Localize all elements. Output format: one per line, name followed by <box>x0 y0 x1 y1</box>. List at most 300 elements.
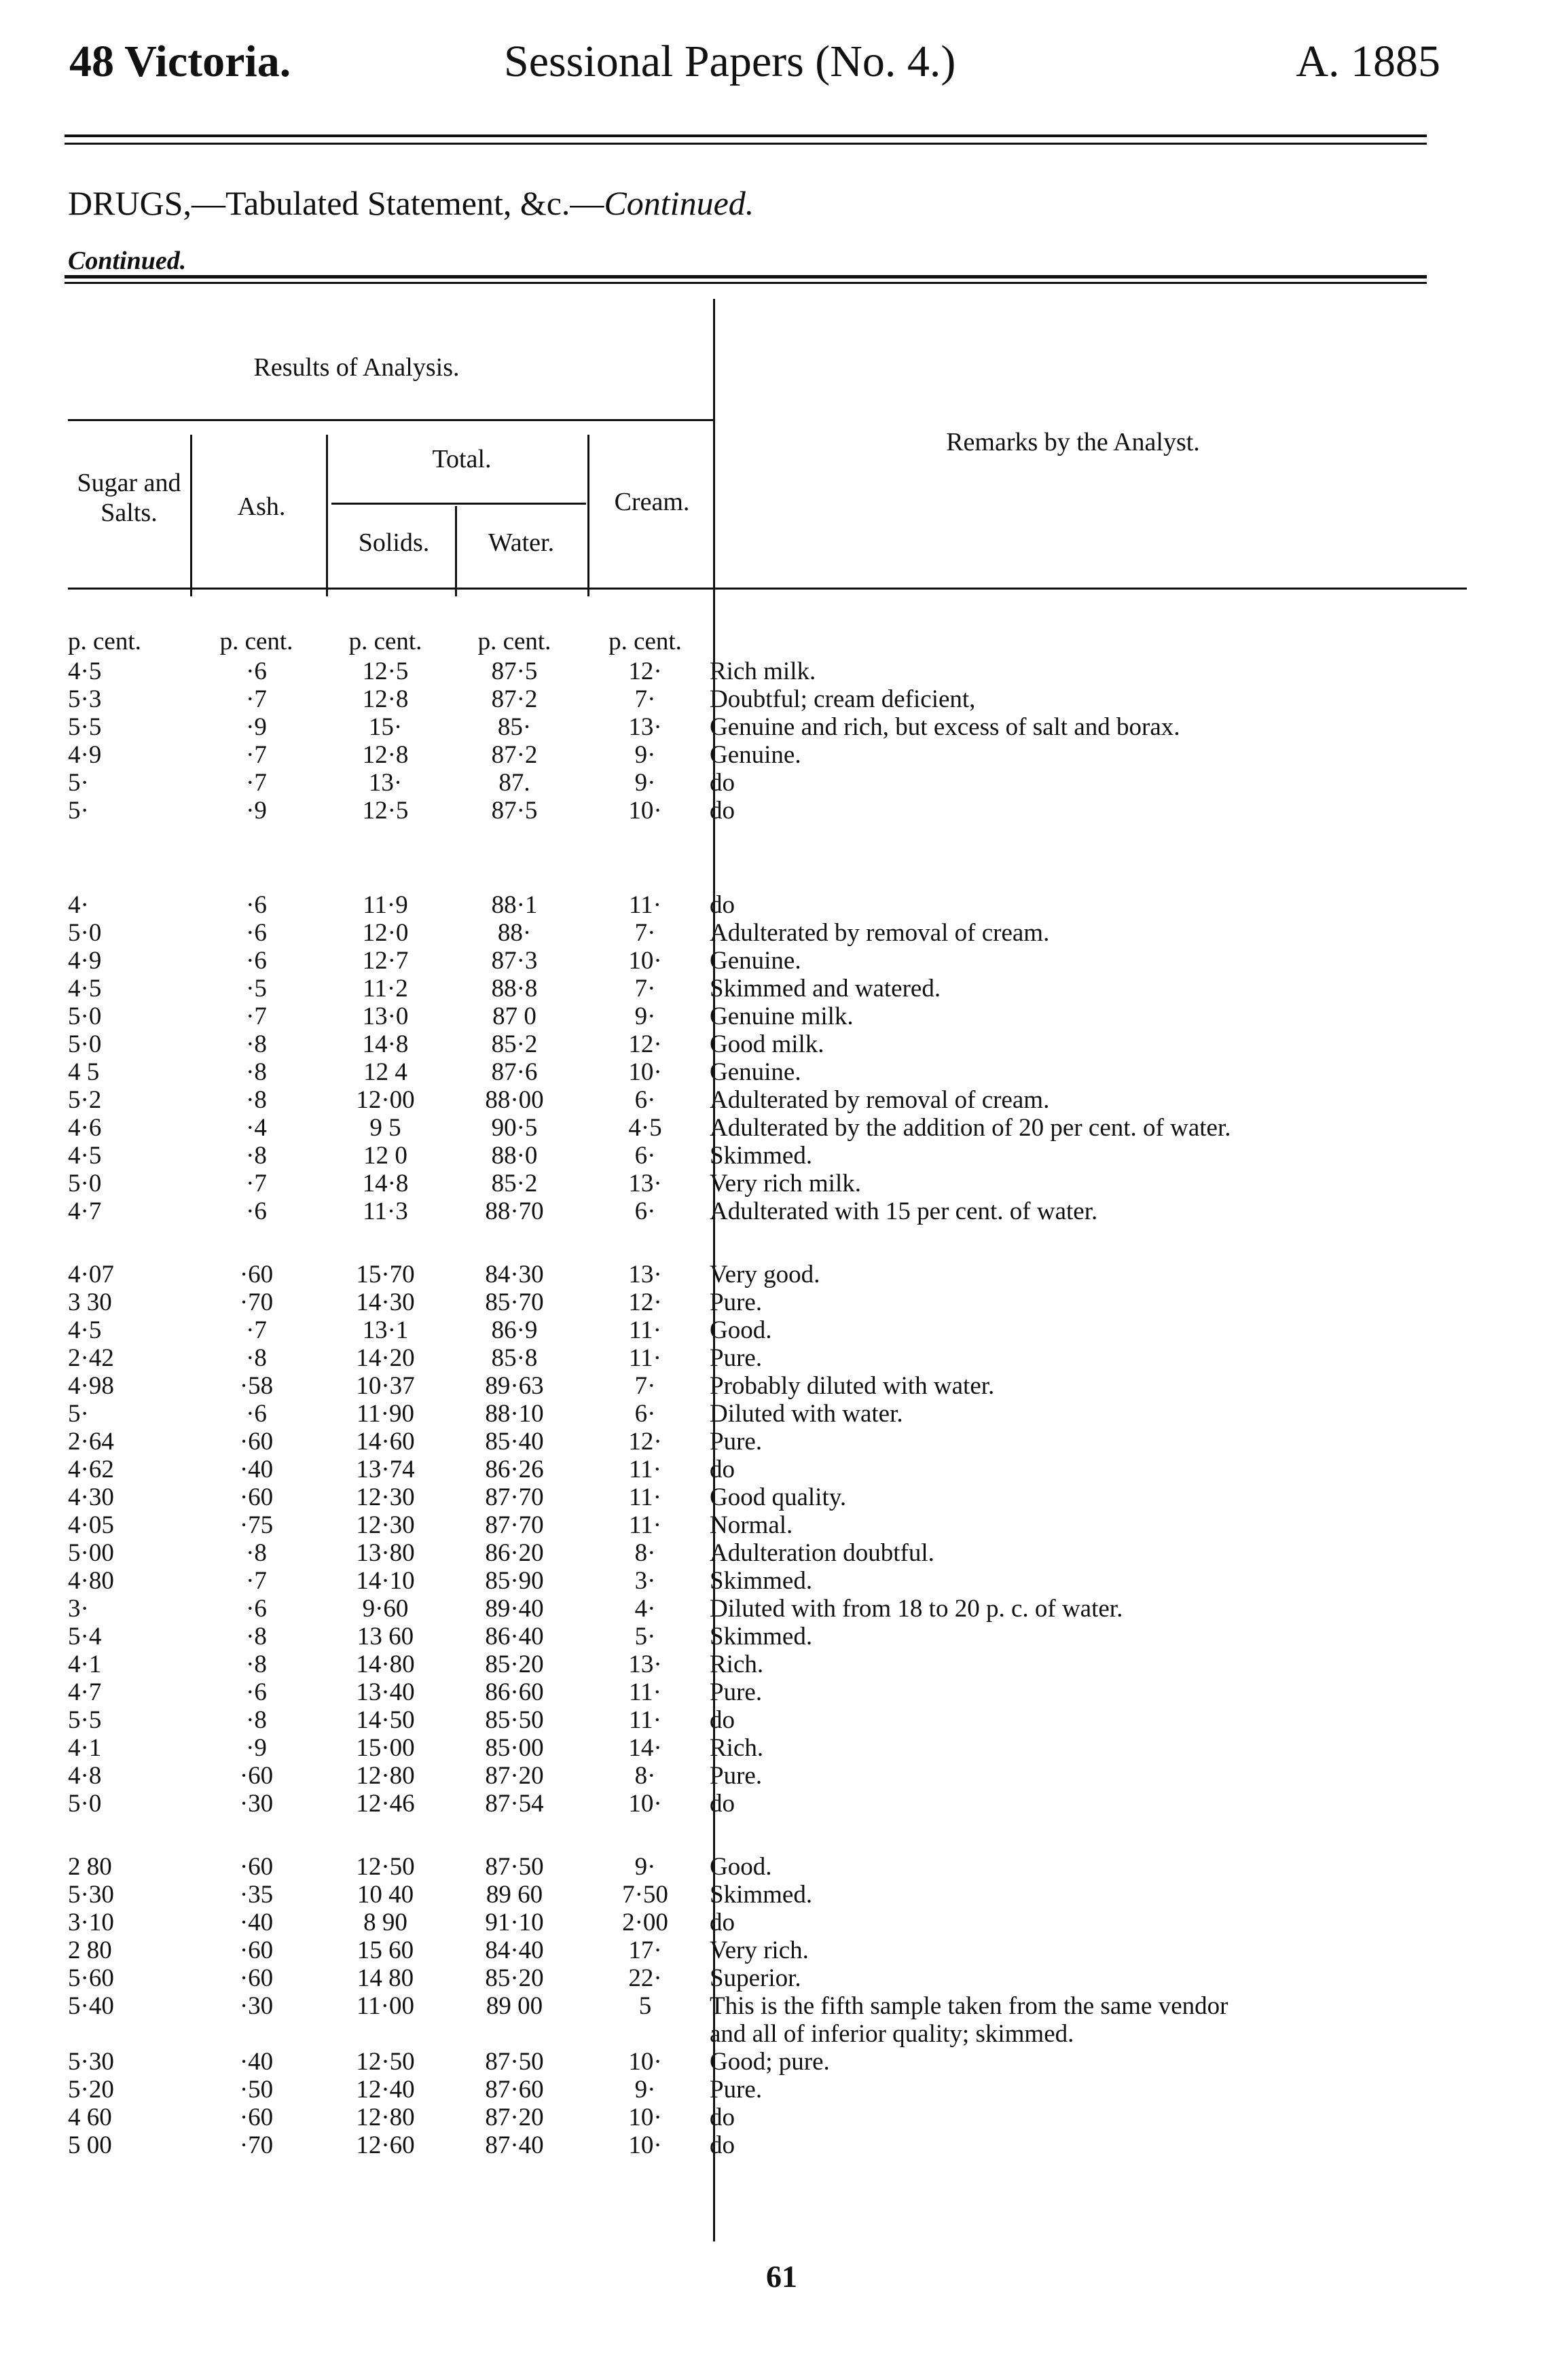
water-cell: 84·30 <box>485 1261 544 1288</box>
cream-cell: 5· <box>634 1623 656 1651</box>
remarks-cell: do <box>710 2131 735 2159</box>
remarks-cell: do <box>710 769 735 797</box>
sugar-cell: 3 30 <box>68 1288 112 1316</box>
ash-cell: ·60 <box>239 1762 274 1790</box>
solids-cell: 12·80 <box>356 2104 415 2131</box>
group-spacer <box>68 1225 1491 1261</box>
solids-cell: 13·74 <box>356 1456 415 1483</box>
sugar-cell: 4· <box>68 891 89 919</box>
solids-cell: 10·37 <box>356 1372 415 1400</box>
table-row <box>68 2020 1491 2048</box>
water-cell: 89 60 <box>486 1881 543 1909</box>
title-continued: Continued. <box>604 184 754 222</box>
solids-cell: 11·00 <box>357 1992 414 2020</box>
table-row <box>68 657 1491 685</box>
sugar-cell <box>68 2020 190 2048</box>
results-of-analysis-heading: Results of Analysis. <box>253 353 460 382</box>
col-divider-2 <box>326 435 328 596</box>
table-row <box>68 2048 1491 2076</box>
cream-cell: 13· <box>628 1261 662 1288</box>
ash-cell: ·7 <box>246 1567 267 1595</box>
ash-cell: ·4 <box>246 1114 267 1142</box>
solids-cell: 12·50 <box>356 1853 415 1881</box>
water-cell: 88·8 <box>491 975 538 1003</box>
water-cell: 85· <box>497 713 532 741</box>
remarks-cell: Probably diluted with water. <box>710 1372 995 1400</box>
cream-cell: 4·5 <box>628 1114 662 1142</box>
remarks-cell: Genuine. <box>710 1058 801 1086</box>
water-cell: 90·5 <box>491 1114 538 1142</box>
cream-cell: 12· <box>628 1428 662 1456</box>
cream-cell: 7· <box>634 1372 656 1400</box>
table-row <box>68 2076 1491 2104</box>
remarks-cell: do <box>710 1706 735 1734</box>
water-cell: 89 00 <box>486 1992 543 2020</box>
ash-cell: ·8 <box>246 1344 267 1372</box>
table-row <box>68 1142 1491 1170</box>
remarks-cell: Doubtful; cream deficient, <box>710 685 976 713</box>
cream-cell <box>581 2020 710 2048</box>
solids-cell: 13·1 <box>362 1316 409 1344</box>
ash-cell: ·70 <box>239 1288 274 1316</box>
ash-cell: ·60 <box>239 1483 274 1511</box>
unit-ash: p. cent. <box>219 627 293 655</box>
solids-cell: 11·3 <box>363 1197 408 1225</box>
sugar-cell: 4·9 <box>68 741 102 769</box>
table-row <box>68 1316 1491 1344</box>
table-row <box>68 2104 1491 2131</box>
remarks-cell: Very rich milk. <box>710 1170 861 1197</box>
ash-cell: ·30 <box>239 1992 274 2020</box>
water-cell: 87·2 <box>491 685 538 713</box>
solids-cell: 12·30 <box>356 1483 415 1511</box>
cream-cell: 2·00 <box>622 1909 668 1936</box>
water-cell: 87·70 <box>485 1511 544 1539</box>
sugar-cell: 5·0 <box>68 1003 102 1030</box>
ash-cell: ·9 <box>246 1734 267 1762</box>
sugar-cell: 5·0 <box>68 1170 102 1197</box>
ash-cell <box>190 2020 323 2048</box>
cream-cell: 13· <box>628 1170 662 1197</box>
solids-cell: 12 0 <box>363 1142 407 1170</box>
remarks-cell: Skimmed. <box>710 1881 813 1909</box>
cream-cell: 11· <box>629 1316 661 1344</box>
cream-cell: 17· <box>628 1936 662 1964</box>
remarks-cell: Good quality. <box>710 1483 847 1511</box>
water-cell: 87·50 <box>485 2048 544 2076</box>
solids-cell: 14·8 <box>362 1030 409 1058</box>
sugar-cell: 4·7 <box>68 1678 102 1706</box>
water-cell: 85·70 <box>485 1288 544 1316</box>
col-divider-1 <box>190 435 192 596</box>
remarks-cell: do <box>710 1456 735 1483</box>
table-row <box>68 1964 1491 1992</box>
solids-cell: 15 60 <box>357 1936 414 1964</box>
remarks-cell: do <box>710 891 735 919</box>
remarks-cell: Good. <box>710 1316 772 1344</box>
water-cell: 87·20 <box>485 2104 544 2131</box>
table-row <box>68 1288 1491 1316</box>
remarks-cell: Pure. <box>710 2076 763 2104</box>
water-cell: 88·1 <box>491 891 538 919</box>
cream-cell: 10· <box>628 2048 662 2076</box>
sugar-cell: 5·5 <box>68 1706 102 1734</box>
table-row <box>68 1539 1491 1567</box>
water-cell: 87·70 <box>485 1483 544 1511</box>
total-underline <box>331 503 586 505</box>
solids-cell: 11·2 <box>363 975 408 1003</box>
cream-cell: 7·50 <box>622 1881 668 1909</box>
remarks-cell: Good. <box>710 1853 772 1881</box>
remarks-cell: do <box>710 797 735 825</box>
cream-cell: 6· <box>634 1197 656 1225</box>
solids-cell: 15·70 <box>356 1261 415 1288</box>
water-cell: 85·8 <box>491 1344 538 1372</box>
ash-cell: ·6 <box>246 1678 267 1706</box>
ash-cell: ·8 <box>246 1539 267 1567</box>
water-cell: 88·0 <box>491 1142 538 1170</box>
sugar-cell: 4·30 <box>68 1483 114 1511</box>
cream-cell: 3· <box>634 1567 656 1595</box>
cream-cell: 9· <box>634 2076 656 2104</box>
remarks-cell: Rich. <box>710 1651 764 1678</box>
table-row <box>68 919 1491 947</box>
cream-cell: 5 <box>638 1992 652 2020</box>
sugar-cell: 5 00 <box>68 2131 112 2159</box>
solids-cell: 12·8 <box>362 685 409 713</box>
ash-cell: ·35 <box>239 1881 274 1909</box>
sugar-cell: 4·80 <box>68 1567 114 1595</box>
sugar-cell: 4 60 <box>68 2104 112 2131</box>
remarks-cell: Normal. <box>710 1511 793 1539</box>
solids-cell: 9 5 <box>369 1114 401 1142</box>
ash-cell: ·40 <box>239 1909 274 1936</box>
cream-cell: 12· <box>628 657 662 685</box>
table-row <box>68 947 1491 975</box>
ash-cell: ·30 <box>239 1790 274 1818</box>
title-rule-bottom <box>65 282 1427 284</box>
remarks-cell: Skimmed. <box>710 1142 813 1170</box>
remarks-cell: Very rich. <box>710 1936 809 1964</box>
sugar-cell: 5·2 <box>68 1086 102 1114</box>
table-row <box>68 1909 1491 1936</box>
ash-cell: ·7 <box>246 1003 267 1030</box>
table-row <box>68 1197 1491 1225</box>
header-year: A. 1885 <box>1296 37 1440 86</box>
water-cell: 86·9 <box>491 1316 538 1344</box>
solids-cell: 12·5 <box>362 797 409 825</box>
table-row <box>68 1853 1491 1881</box>
sugar-cell: 5·00 <box>68 1539 114 1567</box>
solids-cell: 12·00 <box>356 1086 415 1114</box>
ash-cell: ·8 <box>246 1086 267 1114</box>
table-row <box>68 2131 1491 2159</box>
table-row <box>68 1790 1491 1818</box>
table-row <box>68 1483 1491 1511</box>
ash-cell: ·8 <box>246 1142 267 1170</box>
ash-cell: ·8 <box>246 1651 267 1678</box>
cream-cell: 12· <box>628 1030 662 1058</box>
ash-cell: ·6 <box>246 1400 267 1428</box>
water-cell: 85·2 <box>491 1030 538 1058</box>
table-row <box>68 1400 1491 1428</box>
remarks-cell: Good; pure. <box>710 2048 830 2076</box>
table-row <box>68 1428 1491 1456</box>
cream-cell: 14· <box>628 1734 662 1762</box>
cream-cell: 7· <box>634 919 656 947</box>
ash-cell: ·75 <box>239 1511 274 1539</box>
sugar-cell: 4·05 <box>68 1511 114 1539</box>
table-row <box>68 891 1491 919</box>
water-cell: 87 0 <box>492 1003 536 1030</box>
solids-cell: 13 60 <box>357 1623 414 1651</box>
ash-cell: ·58 <box>239 1372 274 1400</box>
water-cell: 85·2 <box>491 1170 538 1197</box>
water-cell: 87·5 <box>491 657 538 685</box>
table-row <box>68 685 1491 713</box>
ash-cell: ·8 <box>246 1058 267 1086</box>
sugar-cell: 4·5 <box>68 975 102 1003</box>
sugar-cell: 5·30 <box>68 2048 114 2076</box>
title-rule-top <box>65 275 1427 278</box>
ash-cell: ·60 <box>239 1853 274 1881</box>
ash-cell: ·8 <box>246 1030 267 1058</box>
solids-cell: 15· <box>368 713 403 741</box>
cream-cell: 9· <box>634 741 656 769</box>
water-cell: 88·00 <box>485 1086 544 1114</box>
ash-cell: ·70 <box>239 2131 274 2159</box>
sugar-cell: 5·5 <box>68 713 102 741</box>
water-cell: 87·40 <box>485 2131 544 2159</box>
sugar-cell: 4·07 <box>68 1261 114 1288</box>
remarks-cell: do <box>710 1790 735 1818</box>
table-row <box>68 1456 1491 1483</box>
ash-cell: ·8 <box>246 1623 267 1651</box>
cream-cell: 10· <box>628 2131 662 2159</box>
sugar-cell: 5·20 <box>68 2076 114 2104</box>
water-cell: 85·90 <box>485 1567 544 1595</box>
solids-cell: 12·0 <box>362 919 409 947</box>
sugar-cell: 5· <box>68 1400 89 1428</box>
remarks-heading: Remarks by the Analyst. <box>946 428 1200 456</box>
table-row <box>68 1170 1491 1197</box>
solids-cell: 12 4 <box>363 1058 407 1086</box>
cream-cell: 13· <box>628 1651 662 1678</box>
table-row <box>68 1030 1491 1058</box>
header-session: 48 Victoria. <box>69 37 291 86</box>
solids-cell: 12·60 <box>356 2131 415 2159</box>
sugar-cell: 2·64 <box>68 1428 114 1456</box>
remarks-cell: Very good. <box>710 1261 820 1288</box>
cream-cell: 22· <box>628 1964 662 1992</box>
solids-cell: 12·30 <box>356 1511 415 1539</box>
spacer-cell <box>68 1818 1491 1853</box>
remarks-cell: Genuine. <box>710 741 801 769</box>
solids-cell: 11·9 <box>363 891 408 919</box>
group-spacer <box>68 1818 1491 1853</box>
ash-cell: ·6 <box>246 1595 267 1623</box>
remarks-cell: Diluted with from 18 to 20 p. c. of water. <box>710 1595 1123 1623</box>
sugar-cell: 5·40 <box>68 1992 114 2020</box>
water-cell: 86·20 <box>485 1539 544 1567</box>
cream-cell: 11· <box>629 1511 661 1539</box>
water-cell: 87·50 <box>485 1853 544 1881</box>
water-cell: 85·40 <box>485 1428 544 1456</box>
table-row <box>68 1651 1491 1678</box>
cream-cell: 9· <box>634 769 656 797</box>
table-row <box>68 1992 1491 2020</box>
sugar-cell: 5· <box>68 797 89 825</box>
subtitle-continued: Continued. <box>68 247 187 275</box>
solids-heading: Solids. <box>358 528 430 557</box>
analysis-table <box>68 625 1491 2159</box>
cream-cell: 11· <box>629 1344 661 1372</box>
table-row <box>68 1762 1491 1790</box>
solids-cell: 13·80 <box>356 1539 415 1567</box>
cream-cell: 6· <box>634 1142 656 1170</box>
remarks-cell: and all of inferior quality; skimmed. <box>710 2020 1074 2048</box>
remarks-cell: Pure. <box>710 1428 763 1456</box>
unit-remarks <box>710 625 1491 657</box>
col-divider-3 <box>455 506 457 596</box>
ash-cell: ·60 <box>239 1964 274 1992</box>
units-row <box>68 625 1491 657</box>
sugar-cell: 4·9 <box>68 947 102 975</box>
page-title <box>68 183 754 223</box>
header-rule-top <box>65 134 1427 137</box>
spacer-cell <box>68 1225 1491 1261</box>
table-row <box>68 1114 1491 1142</box>
solids-cell: 8 90 <box>363 1909 407 1936</box>
table-row <box>68 1086 1491 1114</box>
water-cell: 86·60 <box>485 1678 544 1706</box>
sugar-cell: 4·5 <box>68 1142 102 1170</box>
remarks-cell: Genuine milk. <box>710 1003 854 1030</box>
cream-cell: 10· <box>628 947 662 975</box>
water-cell: 88·10 <box>485 1400 544 1428</box>
remarks-cell: do <box>710 1909 735 1936</box>
solids-cell: 12·46 <box>356 1790 415 1818</box>
results-rule <box>68 419 713 421</box>
cream-cell: 10· <box>628 1058 662 1086</box>
remarks-cell: Genuine and rich, but excess of salt and borax. <box>710 713 1180 741</box>
solids-cell: 14·30 <box>356 1288 415 1316</box>
solids-cell: 14·8 <box>362 1170 409 1197</box>
unit-water: p. cent. <box>477 627 551 655</box>
ash-cell: ·60 <box>239 1428 274 1456</box>
solids-cell <box>323 2020 448 2048</box>
water-cell: 87·3 <box>491 947 538 975</box>
water-cell: 84·40 <box>485 1936 544 1964</box>
solids-cell: 14·20 <box>356 1344 415 1372</box>
water-cell: 87·54 <box>485 1790 544 1818</box>
solids-cell: 14·60 <box>356 1428 415 1456</box>
cream-cell: 8· <box>634 1539 656 1567</box>
sugar-cell: 2 80 <box>68 1853 112 1881</box>
solids-cell: 13·0 <box>362 1003 409 1030</box>
sugar-cell: 5· <box>68 769 89 797</box>
ash-cell: ·50 <box>239 2076 274 2104</box>
remarks-cell: Pure. <box>710 1678 763 1706</box>
remarks-cell: This is the fifth sample taken from the same vendor <box>710 1992 1228 2020</box>
sugar-cell: 4·7 <box>68 1197 102 1225</box>
water-cell: 88·70 <box>485 1197 544 1225</box>
water-heading: Water. <box>488 528 555 557</box>
solids-cell: 12·50 <box>356 2048 415 2076</box>
ash-cell: ·60 <box>239 2104 274 2131</box>
solids-cell: 12·7 <box>362 947 409 975</box>
table-row <box>68 1567 1491 1595</box>
cream-cell: 11· <box>629 1483 661 1511</box>
ash-cell: ·40 <box>239 2048 274 2076</box>
sugar-cell: 5·0 <box>68 1030 102 1058</box>
header-rule-bottom <box>65 143 1427 145</box>
ash-cell: ·7 <box>246 685 267 713</box>
unit-cream: p. cent. <box>608 627 682 655</box>
header-papers: Sessional Papers (No. 4.) <box>504 37 956 86</box>
water-cell: 85·00 <box>485 1734 544 1762</box>
sugar-cell: 4·5 <box>68 1316 102 1344</box>
table-row <box>68 1881 1491 1909</box>
solids-cell: 11·90 <box>357 1400 414 1428</box>
water-cell: 87·60 <box>485 2076 544 2104</box>
water-cell: 87·5 <box>491 797 538 825</box>
solids-cell: 12·80 <box>356 1762 415 1790</box>
water-cell: 87·6 <box>491 1058 538 1086</box>
sugar-cell: 5·3 <box>68 685 102 713</box>
table-row <box>68 1261 1491 1288</box>
water-cell: 86·26 <box>485 1456 544 1483</box>
sugar-cell: 4·98 <box>68 1372 114 1400</box>
cream-cell: 10· <box>628 797 662 825</box>
water-cell: 87·20 <box>485 1762 544 1790</box>
ash-heading: Ash. <box>237 492 286 521</box>
sugar-cell: 4·6 <box>68 1114 102 1142</box>
remarks-cell: Pure. <box>710 1762 763 1790</box>
remarks-cell: do <box>710 2104 735 2131</box>
sugar-cell: 4·8 <box>68 1762 102 1790</box>
remarks-cell: Pure. <box>710 1288 763 1316</box>
sugar-and-salts-heading: Sugar and Salts. <box>77 469 181 527</box>
solids-cell: 15·00 <box>356 1734 415 1762</box>
table-row <box>68 975 1491 1003</box>
solids-cell: 14 80 <box>357 1964 414 1992</box>
solids-cell: 10 40 <box>357 1881 414 1909</box>
unit-sugar: p. cent. <box>68 627 141 655</box>
cream-cell: 7· <box>634 975 656 1003</box>
cream-cell: 10· <box>628 1790 662 1818</box>
table-row <box>68 769 1491 797</box>
water-cell <box>448 2020 581 2048</box>
water-cell: 91·10 <box>485 1909 544 1936</box>
remarks-cell: Skimmed. <box>710 1567 813 1595</box>
remarks-cell: Rich milk. <box>710 657 816 685</box>
solids-cell: 12·40 <box>356 2076 415 2104</box>
ash-cell: ·6 <box>246 891 267 919</box>
table-row <box>68 1595 1491 1623</box>
ash-cell: ·5 <box>246 975 267 1003</box>
solids-cell: 13· <box>368 769 403 797</box>
cream-cell: 11· <box>629 891 661 919</box>
sugar-cell: 2 80 <box>68 1936 112 1964</box>
sugar-cell: 5·60 <box>68 1964 114 1992</box>
ash-cell: ·8 <box>246 1706 267 1734</box>
remarks-cell: Adulterated with 15 per cent. of water. <box>710 1197 1098 1225</box>
water-cell: 85·20 <box>485 1651 544 1678</box>
total-heading: Total. <box>432 445 492 473</box>
sugar-cell: 5·4 <box>68 1623 102 1651</box>
cream-cell: 12· <box>628 1288 662 1316</box>
